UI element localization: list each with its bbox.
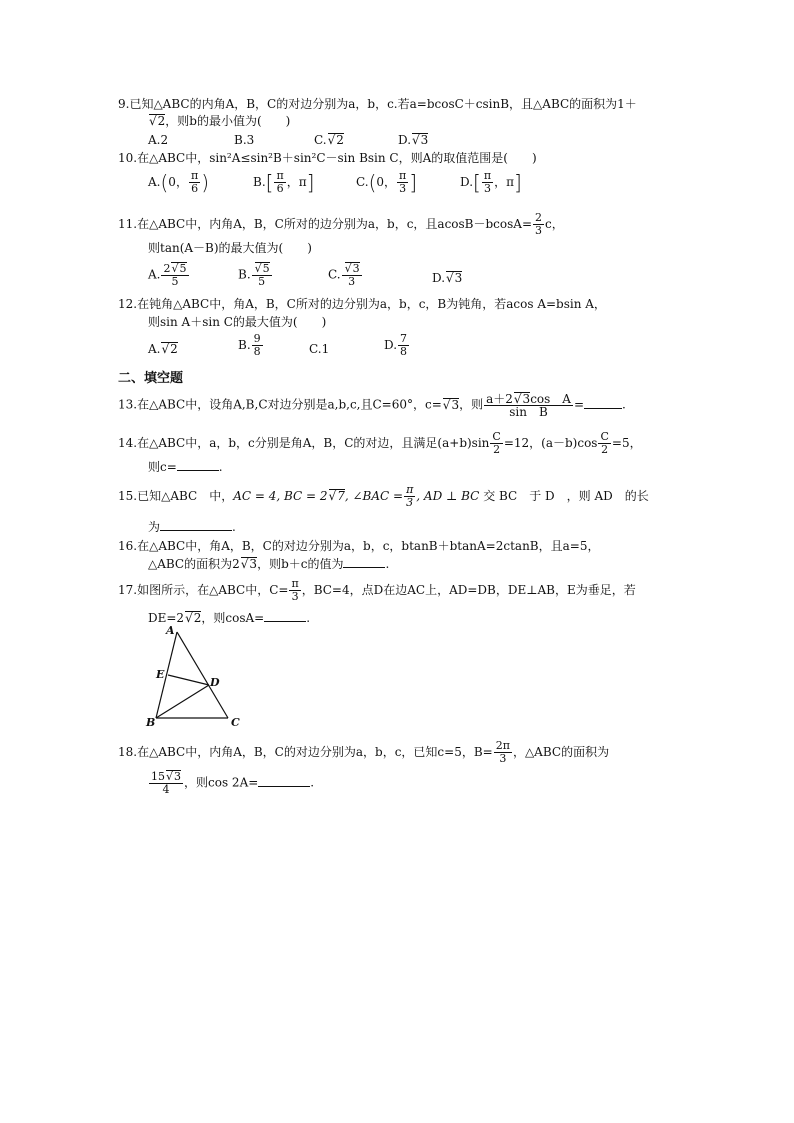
q11-option-b: B. √ $\frac{5}{5}$ [238, 262, 273, 288]
q12-option-a: A.√ 2 [148, 341, 178, 357]
q11-option-d: D.√ 3 [432, 270, 462, 286]
q18-answer-blank[interactable] [258, 786, 310, 787]
q17-triangle-figure [140, 622, 250, 730]
section-title-fill-in: 二、填空题 [118, 371, 184, 386]
q10-option-d: D.[ $\frac{\pi}{3}$ ，π] [460, 169, 522, 195]
q16-stem-line1: 16.在△ABC中，角A，B，C的对边分别为a，b，c，btanB＋btanA=2ctanB，且a=5， [118, 539, 600, 553]
q16-answer-blank[interactable] [343, 567, 385, 568]
segment-ac [177, 632, 228, 718]
label-a: A [166, 624, 175, 637]
q14-stem-line1: 14.在△ABC中，a，b，c分别是角A，B，C的对边，且满足(a+b)sin $\frac{C}{2}$ =12，(a－b)cos $\frac{C}{2}$ =5， [118, 430, 642, 456]
q15-stem-line2: 为 . [148, 520, 236, 534]
q11-stem-line1: 11.在△ABC中，内角A，B，C所对的边分别为a，b，c，且acosB－bcosA= $\frac{2}{3}$ c， [118, 211, 564, 237]
label-e: E [156, 668, 165, 681]
q13-answer-blank[interactable] [584, 408, 622, 409]
segment-bd [156, 685, 209, 718]
q9-sqrt: √ 2 [149, 114, 165, 127]
q10-option-b: B.[ $\frac{\pi}{6}$ ，π] [253, 169, 315, 195]
q12-stem-line2: 则sin A＋sin C的最大值为( ) [148, 315, 327, 329]
q9-stem-line1: 9.已知△ABC的内角A，B，C的对边分别为a，b，c.若a=bcosC＋csinB，且△ABC的面积为1＋ [118, 97, 637, 111]
q11-stem-line2: 则tan(A－B)的最大值为( ) [148, 241, 312, 255]
label-c: C [231, 716, 240, 729]
q9-option-d: D.√ 3 [398, 132, 428, 148]
label-b: B [146, 716, 156, 729]
q11-option-c: C. √ $\frac{3}{3}$ [328, 262, 363, 288]
q12-option-c: C.1 [309, 342, 330, 356]
q12-option-d: D. $\frac{7}{8}$ [384, 332, 408, 358]
q12-stem-line1: 12.在钝角△ABC中，角A，B，C所对的边分别为a，b，c，B为钝角，若acos A=bsin A， [118, 297, 606, 311]
q9-stem-tail: ，则b的最小值为( ) [165, 114, 291, 128]
q14-answer-blank[interactable] [177, 470, 219, 471]
q18-stem-line2: $\frac{15√ 3}{4}$ ，则cos 2A= . [148, 770, 314, 796]
q17-answer-blank[interactable] [264, 621, 306, 622]
q11-option-a: A. $\frac{2√ 5}{5}$ [148, 262, 190, 288]
q13-stem: 13.在△ABC中，设角A,B,C对边分别是a,b,c,且C=60°，c=√ 3，则 $\frac{\text{a＋2√ 3cos A}}{\text{sin B}}$ = . [118, 392, 626, 418]
q15-stem-line1: 15.已知△ABC 中，AC = 4, BC = 2√ 7, ∠BAC = $\frac{\pi}{3}$ , AD ⊥ BC 交 BC 于 D ，则 AD 的长 [118, 484, 649, 509]
q10-stem: 10.在△ABC中，sin²A≤sin²B＋sin²C－sin Bsin C，则A的取值范围是( ) [118, 151, 537, 165]
q9-option-a: A.2 [148, 133, 169, 147]
q14-stem-line2: 则c= . [148, 460, 223, 474]
q10-option-c: C.(0， $\frac{\pi}{3}$ ] [356, 169, 418, 195]
label-d: D [210, 676, 220, 689]
q16-stem-line2: △ABC的面积为2√ 3，则b＋c的值为 . [148, 556, 389, 572]
q12-option-b: B. $\frac{9}{8}$ [238, 332, 261, 358]
q9-option-b: B.3 [234, 133, 255, 147]
q17-stem-line2: DE=2√ 2，则cosA= . [148, 610, 310, 626]
q15-answer-blank[interactable] [160, 530, 232, 531]
q10-option-a: A.(0， $\frac{\pi}{6}$ ) [148, 169, 209, 195]
q17-stem-line1: 17.如图所示，在△ABC中，C= $\frac{\pi}{3}$ ，BC=4，点D在边AC上，AD=DB，DE⊥AB，E为垂足，若 [118, 577, 636, 603]
q9-option-c: C.√ 2 [314, 132, 344, 148]
q18-stem-line1: 18.在△ABC中，内角A，B，C的对边分别为a，b，c，已知c=5，B= $\frac{2\pi}{3}$ ，△ABC的面积为 [118, 739, 610, 765]
q9-stem-line2 [148, 113, 290, 129]
